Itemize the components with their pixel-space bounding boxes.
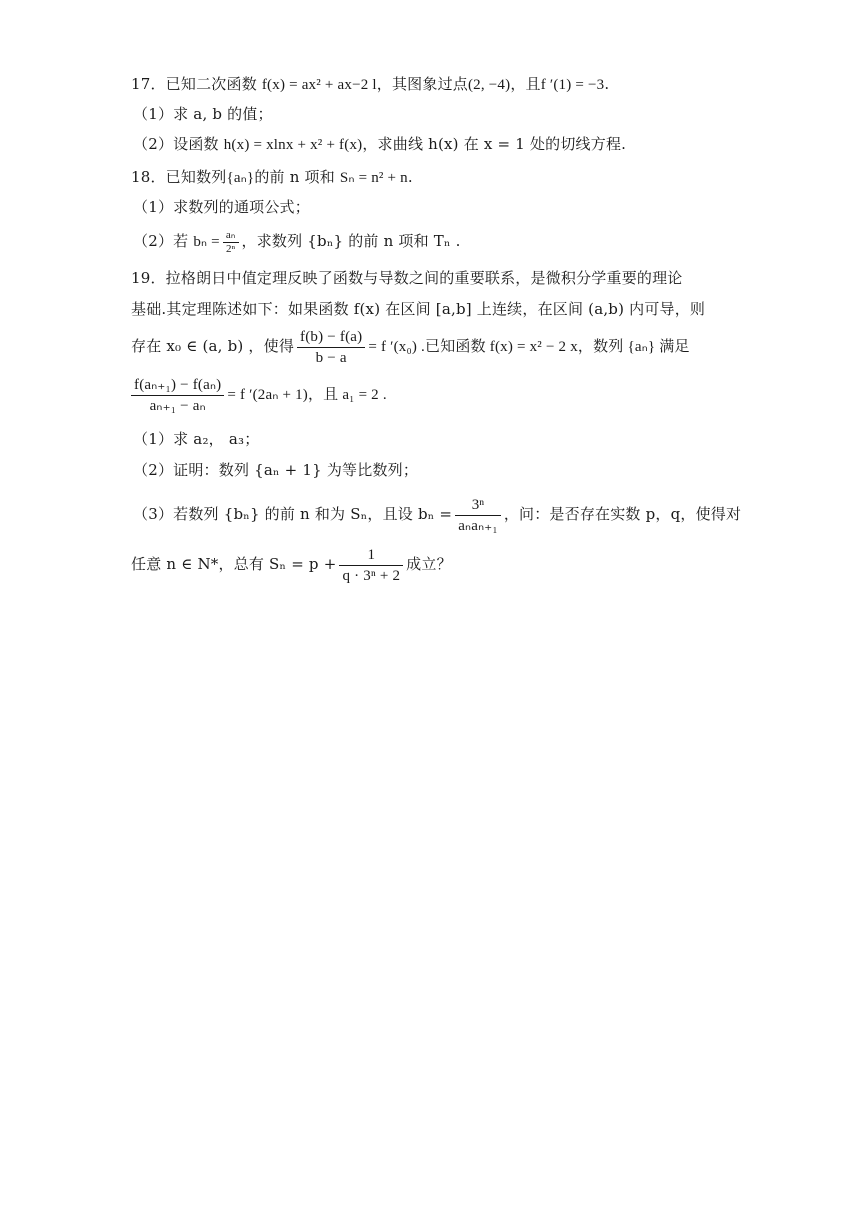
q18-bn-denominator: 2ⁿ [225, 242, 236, 255]
q19-recurrence [131, 370, 731, 419]
q19-recurrence-fraction [131, 375, 224, 416]
q18-part2 [131, 226, 733, 257]
q18-part1: （1）求数列的通项公式； [133, 198, 310, 216]
q19-recurrence-denominator: aₙ₊₁ − aₙ [149, 397, 206, 414]
q17-part2 [131, 133, 733, 156]
q19-last-end: 成立？ [406, 555, 452, 573]
q17-condition: f ′(1) = −3 [540, 77, 605, 93]
q19-part3 [131, 490, 742, 538]
q19-line3 [131, 322, 731, 371]
q19-bn-denominator: aₙaₙ₊₁ [458, 517, 498, 534]
q19-bn-fraction [455, 495, 501, 536]
q19-line1: 19．拉格朗日中值定理反映了函数与导数之间的重要联系，是微积分学重要的理论 [131, 269, 683, 287]
q18-part2-end: ，求数列 {bₙ} 的前 n 项和 Tₙ . [241, 232, 461, 250]
q19-bn-numerator: 3ⁿ [455, 495, 501, 516]
q17-function: f(x) = ax² + ax−2 l [261, 77, 377, 93]
q17-part1: （1）求 a, b 的值； [133, 105, 273, 123]
q18-stem-prefix: 18．已知数列 [131, 168, 227, 186]
q17-part2-prefix: （2）设函数 [133, 135, 219, 153]
q19-line2: 基础.其定理陈述如下：如果函数 f(x) 在区间 [a,b] 上连续，在区间 (a,b) 内可导，则 [131, 300, 706, 318]
q17-stem-end: . [604, 75, 610, 93]
q19-part1: （1）求 a₂， a₃； [133, 430, 260, 448]
q17-stem-and: ，且 [510, 75, 541, 93]
q19-mvt-denominator: b − a [315, 349, 347, 366]
q19-last-line [131, 540, 731, 588]
q17-point: (2, −4) [467, 77, 511, 93]
q19-last-prefix: 任意 n ∈ N*，总有 Sₙ = p + [131, 555, 337, 573]
q19-sn-numerator: 1 [339, 545, 403, 566]
q17-stem-mid: ，其图象过点 [376, 75, 468, 93]
q18-stem-end: . [407, 168, 413, 186]
q19-part2: （2）证明：数列 {aₙ + 1} 为等比数列； [133, 461, 419, 479]
q18-part2-prefix: （2）若 [133, 232, 189, 250]
q19-line3-rhs: = f ′(x₀) .已知函数 f(x) = x² − 2 x，数列 {aₙ} 满足 [368, 339, 690, 355]
q18-sequence: {aₙ} [226, 170, 255, 186]
q19-recurrence-rhs: = f ′(2aₙ + 1)，且 a₁ = 2 . [227, 387, 387, 403]
q19-mvt-fraction [297, 327, 365, 368]
q18-stem [131, 166, 731, 189]
q19-line3-prefix: 存在 x₀ ∈ (a, b) ，使得 [131, 337, 295, 355]
q18-bn-numerator: aₙ [223, 229, 239, 243]
q19-part3-prefix: （3）若数列 {bₙ} 的前 n 和为 Sₙ，且设 bₙ = [133, 505, 453, 523]
q18-bn-fraction [223, 229, 239, 256]
q18-sum: Sₙ = n² + n [339, 170, 408, 186]
q19-mvt-numerator: f(b) − f(a) [297, 327, 365, 348]
q18-stem-mid: 的前 n 项和 [254, 168, 335, 186]
q19-part3-end: ，问：是否存在实数 p，q，使得对 [503, 505, 742, 523]
q19-sn-denominator: q · 3ⁿ + 2 [342, 567, 401, 584]
q17-stem [131, 73, 731, 96]
q17-stem-prefix: 17．已知二次函数 [131, 75, 257, 93]
q17-part2-end: ，求曲线 h(x) 在 x = 1 处的切线方程. [362, 135, 627, 153]
q18-bn-lhs: bₙ = [193, 234, 220, 250]
q19-sn-fraction [339, 545, 403, 586]
q19-recurrence-numerator: f(aₙ₊₁) − f(aₙ) [131, 375, 224, 396]
q17-part2-function: h(x) = xlnx + x² + f(x) [223, 137, 363, 153]
